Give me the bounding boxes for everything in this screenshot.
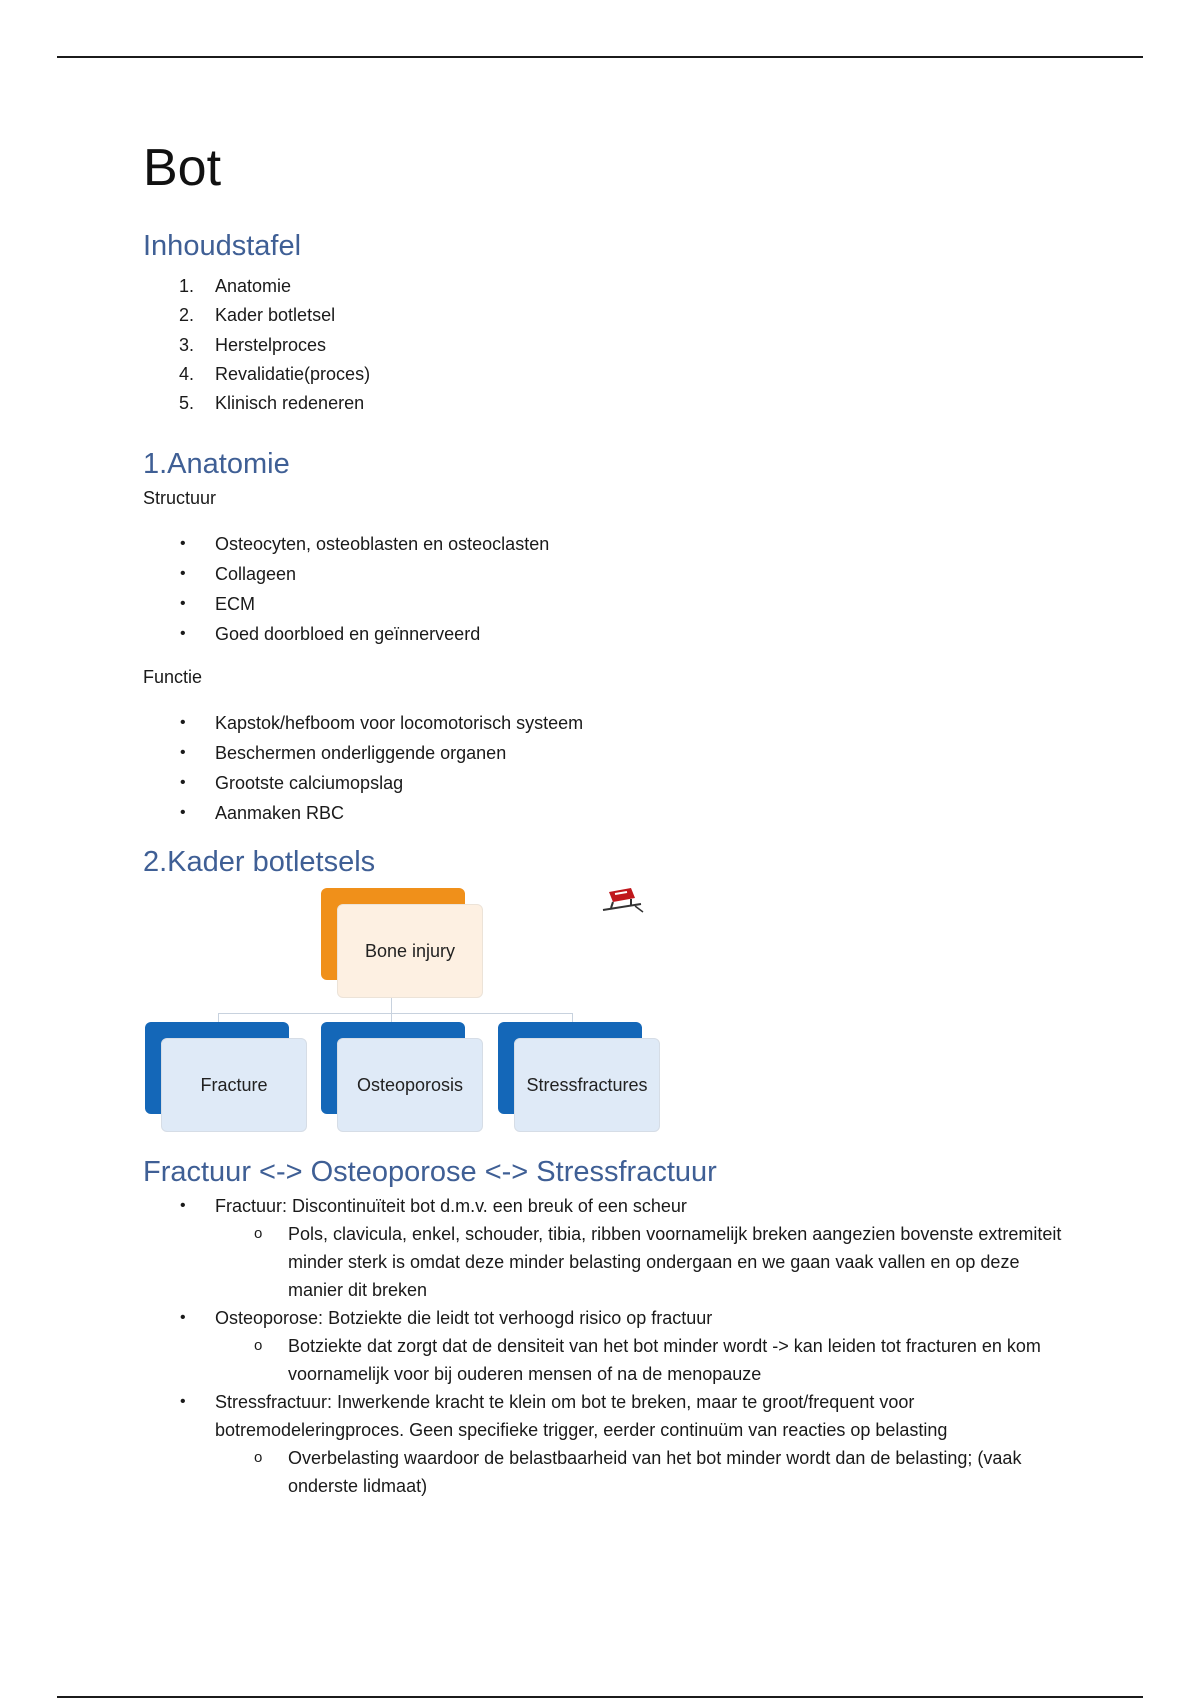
sub-list-item: [143, 1444, 1073, 1500]
diagram-node-label: Osteoporosis: [337, 1038, 483, 1132]
diagram-node-label: Stressfractures: [514, 1038, 660, 1132]
toc-item: [143, 272, 1073, 301]
toc-item: [143, 360, 1073, 389]
list-item-text: Beschermen onderliggende organen: [215, 743, 507, 764]
bullet-icon: •: [180, 595, 186, 613]
diagram-node-label: Fracture: [161, 1038, 307, 1132]
bullet-icon: •: [180, 1197, 186, 1215]
list-item-text: Collageen: [215, 564, 297, 585]
list-item-text: Fractuur: Discontinuïteit bot d.m.v. een breuk of een scheur: [215, 1196, 687, 1217]
toc-item-number: 4.: [179, 363, 195, 384]
sub-list: [143, 1220, 1073, 1304]
circle-bullet-icon: o: [254, 1337, 263, 1355]
list-item: [143, 768, 1073, 798]
document-title: Bot: [143, 139, 222, 197]
bottom-rule: [57, 1696, 1143, 1698]
sub-list-item-text: Botziekte dat zorgt dat de densiteit van het bot minder wordt -> kan leiden tot fracturen en kom voornamelijk voor bij ouderen mensen of na de menopauze: [288, 1336, 1041, 1385]
sub-list-item: [143, 1220, 1073, 1304]
list-item-text: Osteoporose: Botziekte die leidt tot verhoogd risico op fractuur: [215, 1308, 713, 1329]
toc-heading: Inhoudstafel: [143, 230, 302, 262]
vergelijking-list: [143, 1304, 1073, 1332]
functie-list: [143, 708, 1073, 828]
toc-list: [143, 272, 1073, 418]
list-item: [143, 529, 1073, 559]
toc-item-number: 5.: [179, 393, 195, 414]
toc-item: [143, 301, 1073, 330]
sub-list: [143, 1332, 1073, 1388]
vergelijking-list: [143, 1192, 1073, 1220]
sub-list-item: [143, 1332, 1073, 1388]
list-item: [143, 619, 1073, 649]
toc-item-number: 2.: [179, 305, 195, 326]
bullet-icon: •: [180, 774, 186, 792]
toc-item-label: Herstelproces: [215, 334, 327, 355]
bullet-icon: •: [180, 744, 186, 762]
anatomie-heading: 1.Anatomie: [143, 448, 290, 481]
list-item: [143, 1304, 1073, 1332]
sub-list: [143, 1444, 1073, 1500]
list-item: [143, 1192, 1073, 1220]
toc-item: [143, 331, 1073, 360]
vergelijking-list: [143, 1388, 1073, 1444]
list-item: [143, 559, 1073, 589]
bone-injury-diagram: [143, 884, 663, 1134]
kader-heading: 2.Kader botletsels: [143, 846, 376, 879]
list-item-text: ECM: [215, 594, 255, 615]
bullet-icon: •: [180, 714, 186, 732]
toc-item-label: Revalidatie(proces): [215, 363, 371, 384]
functie-label: Functie: [143, 667, 203, 688]
bullet-icon: •: [180, 535, 186, 553]
list-item-text: Kapstok/hefboom voor locomotorisch systeem: [215, 713, 584, 734]
list-item-text: Grootste calciumopslag: [215, 773, 404, 794]
vergelijking-heading: Fractuur <-> Osteoporose <-> Stressfractuur: [143, 1156, 717, 1189]
toc-item-label: Klinisch redeneren: [215, 393, 365, 414]
structuur-list: [143, 529, 1073, 649]
list-item-text: Goed doorbloed en geïnnerveerd: [215, 624, 481, 645]
list-item-text: Aanmaken RBC: [215, 803, 345, 824]
structuur-label: Structuur: [143, 488, 217, 509]
document-body: [143, 138, 1073, 1500]
toc-item: [143, 389, 1073, 418]
sub-list-item-text: Pols, clavicula, enkel, schouder, tibia, ribben voornamelijk breken aangezien bovenste extremiteit minder sterk is omdat deze minder belasting ondergaan en we gaan vaak vallen en op deze manier dit breken: [288, 1224, 1062, 1301]
bullet-icon: •: [180, 625, 186, 643]
circle-bullet-icon: o: [254, 1449, 263, 1467]
list-item-text: Stressfractuur: Inwerkende kracht te klein om bot te breken, maar te groot/frequent voor botremodeleringproces. Geen specifieke trigger, eerder continuüm van reacties op belasting: [215, 1392, 948, 1441]
list-item: [143, 1388, 1073, 1444]
connector-line: [218, 1013, 572, 1014]
bullet-icon: •: [180, 804, 186, 822]
bullet-icon: •: [180, 565, 186, 583]
bullet-icon: •: [180, 1309, 186, 1327]
circle-bullet-icon: o: [254, 1225, 263, 1243]
list-item-text: Osteocyten, osteoblasten en osteoclasten: [215, 534, 550, 555]
diagram-node-label: Bone injury: [337, 904, 483, 998]
list-item: [143, 798, 1073, 828]
list-item: [143, 738, 1073, 768]
bullet-icon: •: [180, 1393, 186, 1411]
sub-list-item-text: Overbelasting waardoor de belastbaarheid van het bot minder wordt dan de belasting; (vaak onderste lidmaat): [288, 1448, 1022, 1497]
list-item: [143, 589, 1073, 619]
toc-item-number: 3.: [179, 334, 195, 355]
toc-item-label: Kader botletsel: [215, 305, 336, 326]
top-rule: [57, 56, 1143, 58]
toc-item-label: Anatomie: [215, 276, 292, 296]
sled-icon: [601, 884, 645, 916]
list-item: [143, 708, 1073, 738]
toc-item-number: 1.: [179, 276, 195, 296]
